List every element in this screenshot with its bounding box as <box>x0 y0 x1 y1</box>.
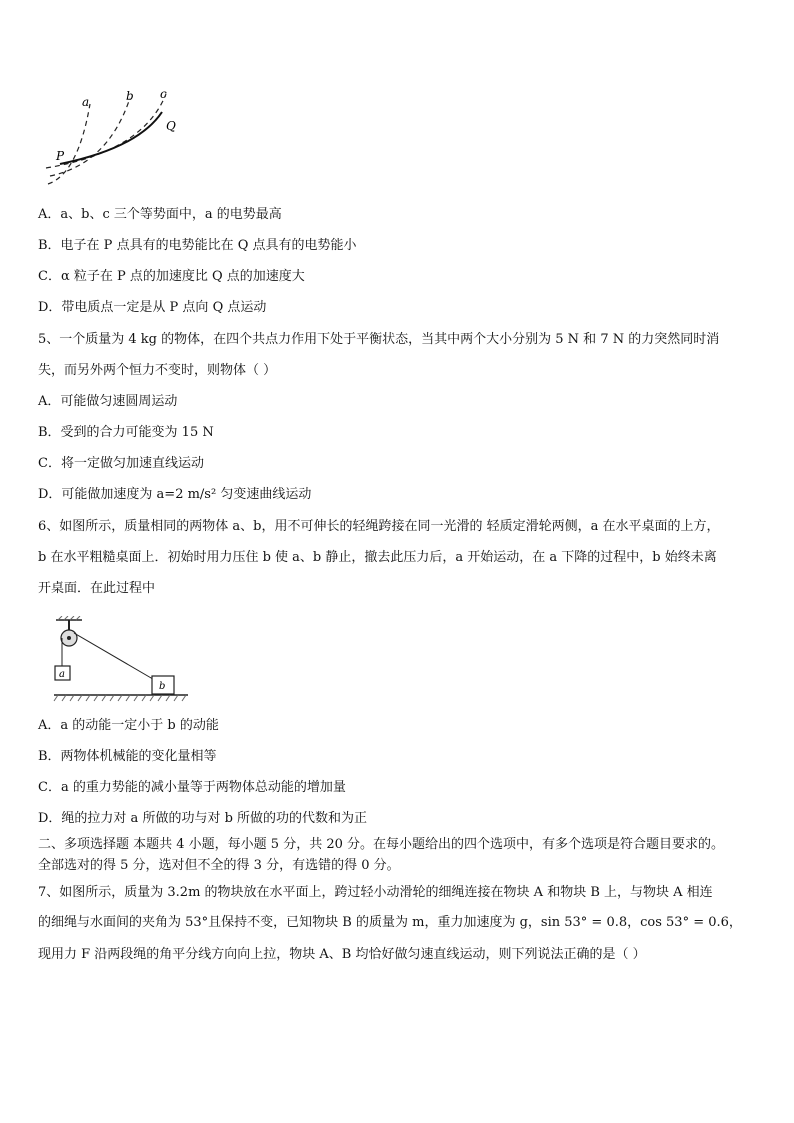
q4-option-a: A．a、b、c 三个等势面中，a 的电势最高 <box>38 207 282 222</box>
section2-header-line2: 全部选对的得 5 分，选对但不全的得 3 分，有选错的得 0 分。 <box>38 858 400 873</box>
q4-option-d: D．带电质点一定是从 P 点向 Q 点运动 <box>38 300 267 315</box>
q6-option-d: D．绳的拉力对 a 所做的功与对 b 所做的功的代数和为正 <box>38 811 368 826</box>
pulley-figure <box>52 616 192 706</box>
q7-stem-line2: 的细绳与水面间的夹角为 53°且保持不变，已知物块 B 的质量为 m，重力加速度为 g，sin 53° = 0.8，cos 53° = 0.6， <box>38 915 742 930</box>
section2-header-line1: 二、多项选择题 本题共 4 小题，每小题 5 分，共 20 分。在每小题给出的四个选项中，有多个选项是符合题目要求的。 <box>38 837 725 852</box>
label-b: b <box>126 89 134 103</box>
q7-stem-line3: 现用力 F 沿两段绳的角平分线方向向上拉，物块 A、B 均恰好做匀速直线运动，则下列说法正确的是（ ） <box>38 947 646 962</box>
q5-stem-line2: 失，而另外两个恒力不变时，则物体（ ） <box>38 363 277 378</box>
q5-option-a: A．可能做匀速圆周运动 <box>38 394 178 409</box>
q5-stem-line1: 5、一个质量为 4 kg 的物体，在四个共点力作用下处于平衡状态，当其中两个大小分别为 5 N 和 7 N 的力突然同时消 <box>38 332 720 347</box>
q5-option-d: D．可能做加速度为 a=2 m/s² 匀变速曲线运动 <box>38 487 312 502</box>
label-a: a <box>82 95 90 109</box>
q6-option-a: A．a 的动能一定小于 b 的动能 <box>38 718 219 733</box>
q6-option-b: B．两物体机械能的变化量相等 <box>38 749 217 764</box>
q4-option-c: C．α 粒子在 P 点的加速度比 Q 点的加速度大 <box>38 269 305 284</box>
q4-option-b: B．电子在 P 点具有的电势能比在 Q 点具有的电势能小 <box>38 238 357 253</box>
label-P: P <box>56 149 65 163</box>
equipotential-line-a <box>48 104 90 184</box>
q6-stem-line3: 开桌面．在此过程中 <box>38 581 156 596</box>
equipotential-figure <box>38 84 188 194</box>
q6-stem-line1: 6、如图所示，质量相同的两物体 a、b，用不可伸长的轻绳跨接在同一光滑的 轻质定滑轮两侧，a 在水平桌面的上方， <box>38 519 720 534</box>
block-a-label: a <box>59 669 65 680</box>
q6-option-c: C．a 的重力势能的减小量等于两物体总动能的增加量 <box>38 780 346 795</box>
block-b-label: b <box>159 681 166 692</box>
q5-option-c: C．将一定做匀加速直线运动 <box>38 456 204 471</box>
label-c: c <box>160 87 167 101</box>
q6-stem-line2: b 在水平粗糙桌面上．初始时用力压住 b 使 a、b 静止，撤去此压力后，a 开始运动，在 a 下降的过程中，b 始终未离 <box>38 550 717 565</box>
q7-stem-line1: 7、如图所示，质量为 3.2m 的物块放在水平面上，跨过轻小动滑轮的细绳连接在物块 A 和物块 B 上，与物块 A 相连 <box>38 885 713 900</box>
q5-option-b: B．受到的合力可能变为 15 N <box>38 425 214 440</box>
label-Q: Q <box>166 119 176 133</box>
